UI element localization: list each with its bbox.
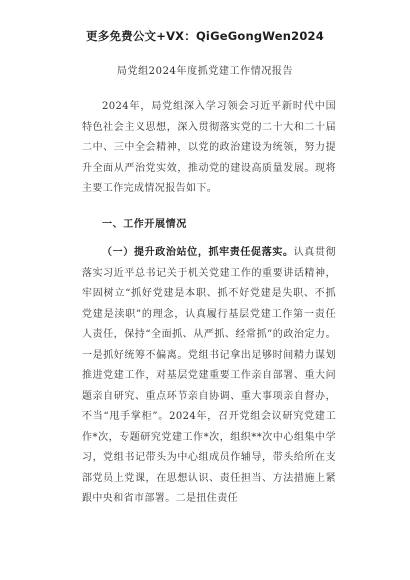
subsection-heading: （一）提升政治站位，抓牢责任促落实。: [102, 247, 294, 258]
promo-banner: 更多免费公文+VX：QiGeGongWen2024: [86, 29, 324, 43]
subsection-body: 认真贯彻落实习近平总书记关于机关党建工作的重要讲话精神，牢固树立“抓好党建是本职、抓不好党建是失职、不抓党建是渎职”的理念，认真履行基层党建工作第一责任人责任，保持“全面抓、从严抓、经常抓”的政治定力。一是抓好统筹不偏离。党组书记拿出足够时间精力谋划推进党建工作，对基层党建重要工作亲自部署、重大问题亲自研究、重点环节亲自协调、重大事项亲自督办，不当“甩手掌柜”。2024年，召开党组会议研究党建工作*次，专题研究党建工作*次，组织**次中心组集中学习，党组书记带头为中心组成员作辅导，带头给所在支部党员上党课，在思想认识、责任担当、方法措施上紧跟中央和省市部署。二是扭住责任: [82, 247, 336, 504]
document-title: 局党组2024年度抓党建工作情况报告: [116, 66, 294, 77]
section-heading: 一、工作开展情况: [102, 219, 187, 230]
intro-paragraph: 2024年，局党组深入学习领会习近平新时代中国特色社会主义思想，深入贯彻落实党的二十大和二十届二中、三中全会精神，以党的政治建设为统领，努力提升全面从严治党实效，推动党的建设高质量发展。现将主要工作完成情况报告如下。: [82, 101, 336, 194]
subsection-paragraph: [82, 243, 336, 510]
